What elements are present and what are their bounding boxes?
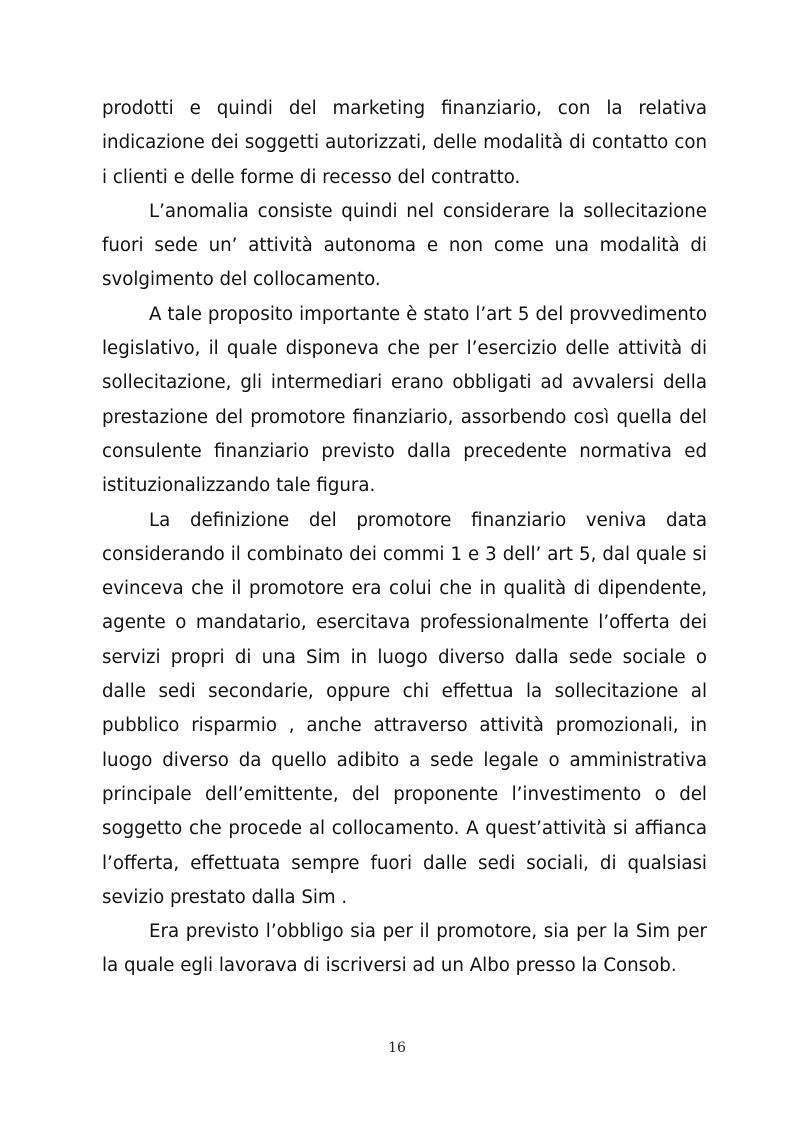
paragraph-albo: Era previsto l’obbligo sia per il promotore, sia per la Sim per la quale egli lavorava di iscriversi ad un Albo presso la Consob. [102, 921, 707, 977]
page-number: 16 [388, 1040, 406, 1056]
paragraph-definizione: La definizione del promotore finanziario veniva data considerando il combinato dei commi 1 e 3 dell’ art 5, dal quale si evinceva che il promotore era colui che in qualità di dipendente, agente o mandatario, esercitava professionalmente l’offerta dei servizi propri di una Sim in luogo diverso dalla sede sociale o dalle sedi secondarie, oppure chi effettua la sollecitazione al pubblico risparmio , anche attraverso attività promozionali, in luogo diverso da quello adibito a sede legale o amministrativa principale dell’emittente, del proponente l’investimento o del soggetto che procede al collocamento. A quest’attività si affianca l’offerta, effettuata sempre fuori dalle sedi sociali, di qualsiasi sevizio prestato dalla Sim . [102, 509, 707, 908]
paragraph-continuation: prodotti e quindi del marketing finanziario, con la relativa indicazione dei soggetti autorizzati, delle modalità di contatto con i clienti e delle forme di recesso del contratto. [102, 98, 707, 188]
paragraph-anomalia: L’anomalia consiste quindi nel considerare la sollecitazione fuori sede un’ attività autonoma e non come una modalità di svolgimento del collocamento. [102, 200, 707, 291]
body-text [102, 92, 707, 984]
paragraph-art5: A tale proposito importante è stato l’art 5 del provvedimento legislativo, il quale disponeva che per l’esercizio delle attività di sollecitazione, gli intermediari erano obbligati ad avvalersi della prestazione del promotore finanziario, assorbendo così quella del consulente finanziario previsto dalla precedente normativa ed istituzionalizzando tale figura. [102, 303, 707, 497]
